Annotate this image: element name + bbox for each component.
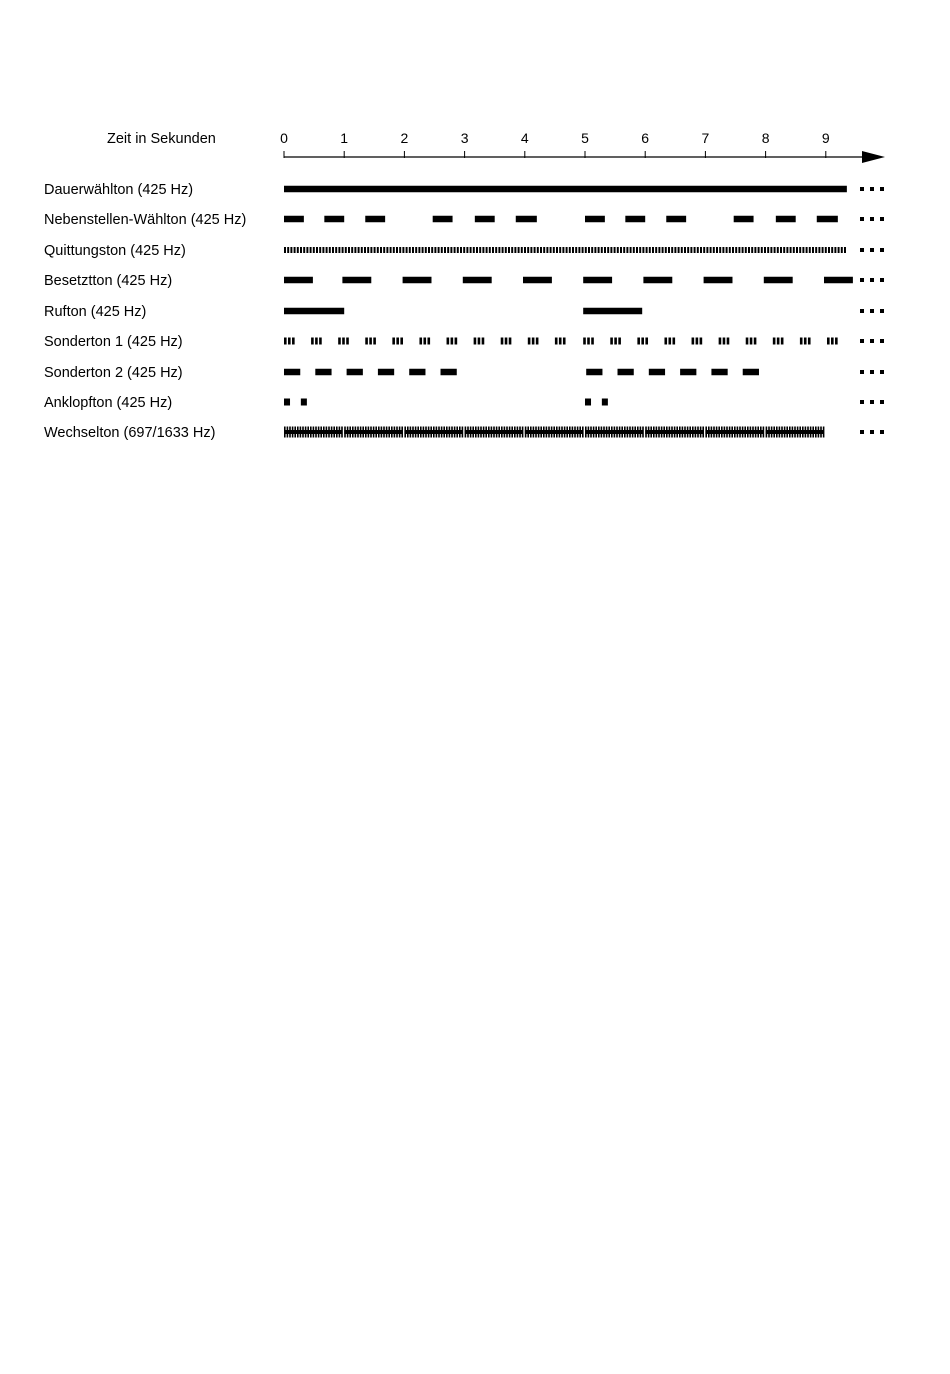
tone-segment: [692, 338, 703, 345]
tone-segment: [284, 277, 313, 284]
axis-tick-label: 1: [340, 130, 349, 146]
tone-row: [44, 395, 884, 411]
tone-segment: [618, 369, 634, 376]
tone-label: Dauerwählton (425 Hz): [44, 182, 194, 198]
tone-segment: [284, 399, 290, 406]
tone-segment: [746, 338, 757, 345]
tone-row: [44, 212, 884, 228]
tone-row: [44, 243, 884, 259]
tone-segment: [528, 338, 539, 345]
axis-tick-label: 4: [520, 130, 529, 146]
tone-segment: [766, 427, 825, 438]
tone-segment: [800, 338, 811, 345]
tone-segment: [643, 277, 672, 284]
tone-row: [44, 304, 884, 320]
tone-segment: [284, 216, 304, 223]
continuation-marker: [860, 217, 884, 221]
axis-title: Zeit in Sekunden: [107, 131, 216, 147]
tone-segment: [474, 338, 485, 345]
tone-segment: [817, 216, 838, 223]
tone-segment: [475, 216, 495, 223]
tone-segment: [338, 338, 349, 345]
axis-tick-label: 0: [280, 130, 288, 146]
tone-segment: [315, 369, 331, 376]
tone-label: Anklopfton (425 Hz): [44, 395, 173, 411]
tone-segment: [284, 369, 300, 376]
tone-segment: [704, 277, 733, 284]
continuation-marker: [860, 400, 884, 404]
tone-segment: [705, 427, 764, 438]
axis-tick-label: 6: [641, 130, 650, 146]
tone-row: [44, 273, 884, 289]
tone-label: Besetztton (425 Hz): [44, 273, 173, 289]
continuation-marker: [860, 370, 884, 374]
tone-label: Nebenstellen-Wählton (425 Hz): [44, 212, 247, 228]
tone-segment: [324, 216, 344, 223]
tone-segment: [501, 338, 512, 345]
axis-arrow-icon: [862, 151, 885, 163]
continuation-marker: [860, 248, 884, 252]
tone-segment: [465, 427, 524, 438]
tone-segment: [284, 186, 847, 193]
tone-segment: [645, 427, 704, 438]
tone-segment: [347, 369, 363, 376]
tone-segment: [610, 338, 621, 345]
tone-segment: [664, 338, 675, 345]
tone-segment: [625, 216, 645, 223]
tone-segment: [585, 216, 605, 223]
tone-segment: [344, 427, 403, 438]
tone-segment: [284, 308, 344, 315]
tone-label: Quittungston (425 Hz): [44, 243, 186, 259]
tone-segment: [392, 338, 403, 345]
tone-segment: [525, 427, 584, 438]
tone-label: Sonderton 2 (425 Hz): [44, 365, 183, 381]
tone-segment: [824, 277, 853, 284]
axis-tick-label: 7: [701, 130, 710, 146]
tone-segment: [773, 338, 784, 345]
tone-segment: [284, 427, 343, 438]
tone-segment: [649, 369, 665, 376]
tone-segment: [734, 216, 754, 223]
tone-segment: [284, 247, 846, 253]
tone-row: [44, 425, 884, 441]
tone-segment: [311, 338, 322, 345]
tone-segment: [523, 277, 552, 284]
tone-rows: [44, 182, 884, 441]
tone-segment: [463, 277, 492, 284]
tone-segment: [433, 216, 453, 223]
tone-label: Rufton (425 Hz): [44, 304, 147, 320]
axis-tick-label: 9: [821, 130, 830, 146]
tone-segment: [365, 216, 385, 223]
tone-segment: [764, 277, 793, 284]
tone-segment: [666, 216, 686, 223]
tone-segment: [586, 369, 602, 376]
tone-segment: [447, 338, 458, 345]
tone-segment: [711, 369, 727, 376]
tone-segment: [585, 399, 591, 406]
tone-segment: [301, 399, 307, 406]
tone-segment: [284, 338, 295, 345]
continuation-marker: [860, 278, 884, 282]
axis-tick-label: 3: [460, 130, 469, 146]
tone-label: Wechselton (697/1633 Hz): [44, 425, 216, 441]
tone-segment: [409, 369, 425, 376]
tone-segment: [719, 338, 730, 345]
tone-segment: [419, 338, 430, 345]
tone-segment: [583, 277, 612, 284]
tone-row: [44, 365, 884, 381]
tone-segment: [342, 277, 371, 284]
continuation-marker: [860, 339, 884, 343]
tone-segment: [441, 369, 457, 376]
tone-segment: [776, 216, 796, 223]
tone-row: [44, 334, 884, 350]
tone-segment: [555, 338, 566, 345]
tone-segment: [365, 338, 376, 345]
tone-segment: [378, 369, 394, 376]
continuation-marker: [860, 187, 884, 191]
tone-segment: [404, 427, 463, 438]
tone-segment: [583, 308, 642, 315]
time-axis: [280, 130, 885, 163]
tone-segment: [680, 369, 696, 376]
tone-segment: [585, 427, 644, 438]
tone-segment: [637, 338, 648, 345]
tone-segment: [403, 277, 432, 284]
tone-segment: [602, 399, 608, 406]
tone-segment: [827, 338, 838, 345]
axis-tick-label: 2: [400, 130, 409, 146]
axis-tick-label: 5: [581, 130, 589, 146]
tone-segment: [583, 338, 594, 345]
tone-segment: [743, 369, 759, 376]
continuation-marker: [860, 430, 884, 434]
axis-tick-label: 8: [761, 130, 770, 146]
continuation-marker: [860, 309, 884, 313]
tone-row: [44, 182, 884, 198]
tone-label: Sonderton 1 (425 Hz): [44, 334, 183, 350]
tone-segment: [516, 216, 537, 223]
